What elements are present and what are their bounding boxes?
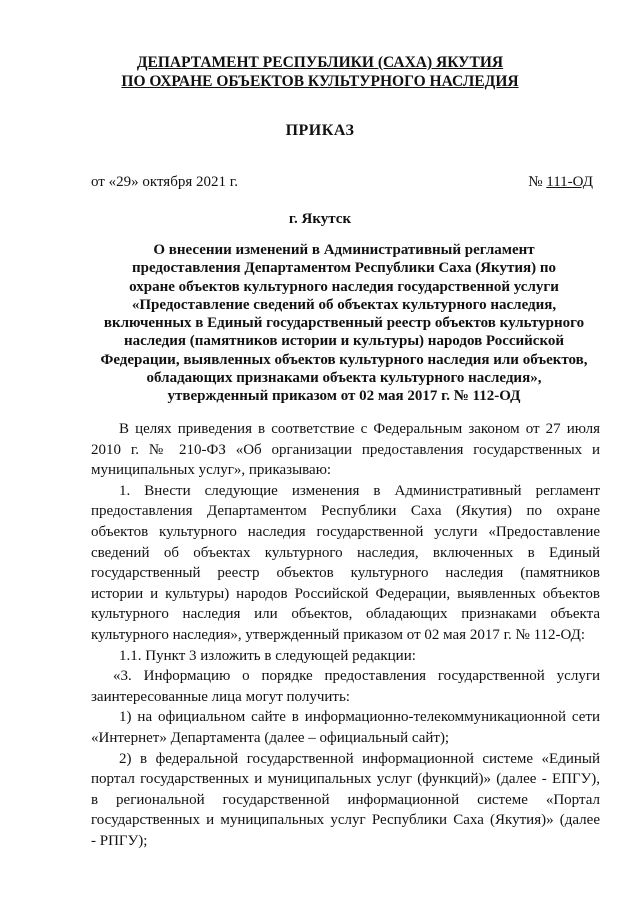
order-subject [88, 241, 600, 406]
header-line-1: ДЕПАРТАМЕНТ РЕСПУБЛИКИ (САХА) ЯКУТИЯ [136, 54, 504, 71]
document-title: ПРИКАЗ [285, 122, 355, 139]
text-line: культурного наследия или объектов, обладающих признаками объекта [91, 606, 600, 623]
item-1-paragraph [91, 707, 600, 748]
text-line: культурного наследия», утвержденный приказом от 02 мая 2017 г. № 112-ОД: [91, 626, 586, 643]
item-2-paragraph [91, 749, 600, 852]
text-line: истории и культуры) народов Российской Федерации, выявленных объектов [91, 585, 600, 602]
text-line: В целях приведения в соответствие с Федеральным законом от 27 июля [119, 421, 600, 437]
clause-1-paragraph [91, 481, 600, 646]
order-number [528, 174, 593, 191]
preamble-paragraph [91, 419, 600, 481]
text-line: сведений об объектах культурного наследия, включенных в Единый [91, 544, 600, 561]
subject-line: предоставления Департаментом Республики Саха (Якутия) по [131, 260, 557, 277]
text-line: 2010 г. № 210-ФЗ «Об организации предоставления государственных и [91, 441, 600, 458]
subject-line: обладающих признаками объекта культурного наследия», [146, 370, 542, 387]
date-number-line [91, 174, 593, 191]
order-body [91, 419, 600, 851]
text-line: 1) на официальном сайте в информационно-телекоммуникационной сети [119, 709, 600, 726]
text-line: в региональной государственной информационной системе «Портал [91, 791, 600, 808]
header-line-2: ПО ОХРАНЕ ОБЪЕКТОВ КУЛЬТУРНОГО НАСЛЕДИЯ [121, 73, 519, 90]
text-line: портал государственных и муниципальных услуг (функций)» (далее - ЕПГУ), [91, 771, 600, 788]
subject-line: включенных в Единый государственный реестр объектов культурного [103, 315, 585, 332]
text-line: - РПГУ); [91, 832, 148, 849]
order-date: от «29» октября 2021 г. [91, 174, 238, 190]
subject-line: О внесении изменений в Административный регламент [153, 242, 535, 258]
text-line: государственных и муниципальных услуг Республики Саха (Якутия)» (далее [91, 812, 600, 829]
text-line: объектов культурного наследия государственной услуги «Предоставление [91, 523, 600, 540]
text-line: «Интернет» Департамента (далее – официальный сайт); [91, 729, 450, 746]
city: г. Якутск [288, 211, 352, 227]
text-line: государственный реестр объектов культурного наследия (памятников [91, 565, 600, 582]
subject-line: Федерации, выявленных объектов культурного наследия или объектов, [100, 351, 588, 368]
subject-line: охране объектов культурного наследия государственной услуги [129, 278, 559, 295]
clause-3-paragraph [91, 666, 600, 707]
subject-line: «Предоставление сведений об объектах культурного наследия, [131, 296, 557, 313]
order-number-value: 111-ОД [546, 174, 593, 190]
subject-line: утвержденный приказом от 02 мая 2017 г. № 112-ОД [167, 388, 521, 405]
order-number-prefix: № [528, 174, 547, 190]
text-line: муниципальных услуг», приказываю: [91, 462, 332, 479]
text-line: 1. Внести следующие изменения в Административный регламент [119, 482, 600, 499]
clause-1-1-paragraph [91, 646, 600, 667]
text-line: заинтересованные лица могут получить: [91, 688, 350, 705]
subject-line: наследия (памятников истории и культуры) народов Российской [123, 333, 565, 350]
text-line: предоставления Департаментом Республики Саха (Якутия) по охране [91, 503, 600, 520]
text-line: «3. Информацию о порядке предоставления государственной услуги [113, 668, 600, 685]
department-header [0, 53, 640, 91]
text-line: 2) в федеральной государственной информационной системе «Единый [119, 750, 600, 767]
text-line: 1.1. Пункт 3 изложить в следующей редакции: [119, 647, 416, 664]
